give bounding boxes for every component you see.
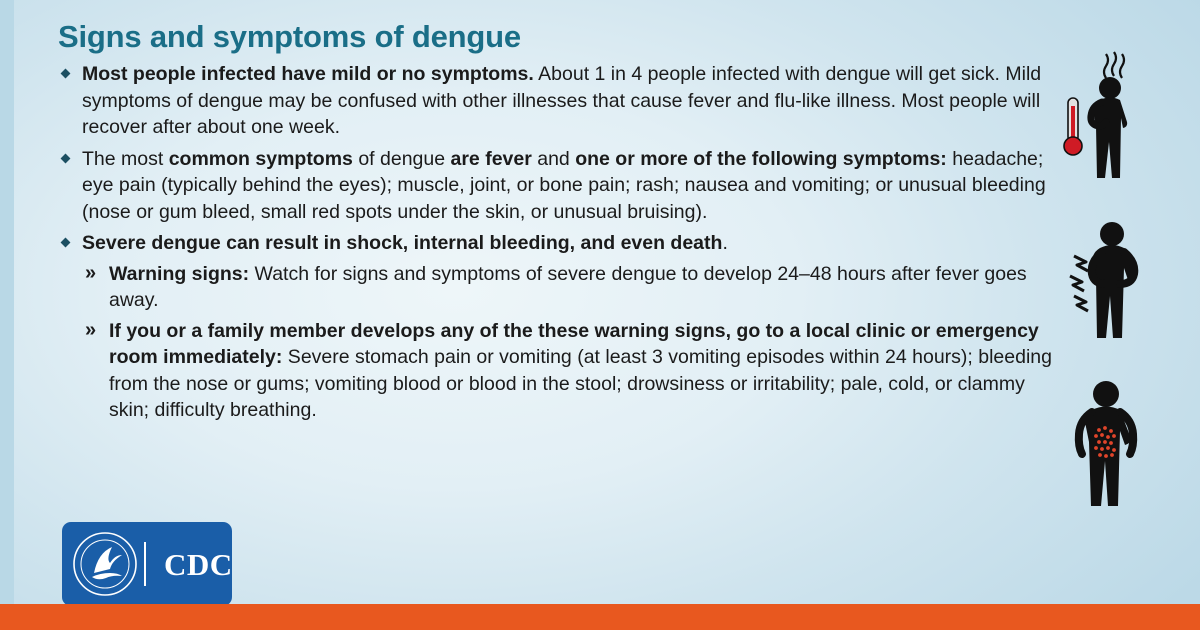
sub-bullet-text-2 bbox=[109, 320, 1052, 422]
bullet-2-segment-6: headache; eye pain (typically behind the eyes); muscle, joint, or bone pain; rash; nausea and vomiting; or unusual bleeding (nose or gum bleed, small red spots under the skin, or unusual bruising). bbox=[82, 147, 1046, 223]
bottom-accent-bar bbox=[0, 604, 1200, 630]
bullet-text-1 bbox=[82, 63, 1041, 138]
sub-bullet-2-segment-0: If you or a family member develops any of the these warning signs, go to a local clinic or emergency room immediately: bbox=[109, 319, 1039, 369]
sub-bullet-1-segment-0: Warning signs: bbox=[109, 262, 250, 285]
list-item bbox=[58, 230, 1058, 424]
diamond-bullet-icon bbox=[61, 69, 71, 79]
sub-bullet-2-segment-1: Severe stomach pain or vomiting (at least 3 vomiting episodes within 24 hours); bleeding from the nose or gums; vomiting blood or blood in the stool; drowsiness or irritability; pale, cold, or clammy skin; difficulty breathing. bbox=[109, 346, 1052, 422]
cdc-wordmark-wrap bbox=[144, 542, 233, 586]
cdc-wordmark: CDC bbox=[164, 546, 233, 582]
person-with-fever-and-thermometer-icon bbox=[1044, 50, 1154, 180]
bullet-2-segment-0: The most bbox=[82, 147, 169, 170]
bullet-3-segment-1: . bbox=[722, 232, 728, 255]
bullet-2-segment-5: one or more of the following symptoms: bbox=[575, 147, 947, 170]
guillemet-bullet-icon: » bbox=[85, 318, 97, 341]
guillemet-bullet-icon: » bbox=[85, 261, 97, 284]
list-item bbox=[58, 146, 1058, 226]
bullet-1-segment-1: About 1 in 4 people infected with dengue will get sick. Mild symptoms of dengue may be confused with other illnesses that cause fever and flu-like illness. Most people will recover after about one week. bbox=[82, 63, 1042, 139]
list-item bbox=[82, 318, 1058, 424]
page-title: Signs and symptoms of dengue bbox=[58, 19, 521, 54]
hhs-seal-icon bbox=[72, 531, 138, 597]
bullet-2-segment-4: and bbox=[531, 147, 576, 170]
list-item bbox=[58, 61, 1058, 141]
sub-bullet-text-1 bbox=[109, 263, 1027, 312]
cdc-logo bbox=[62, 522, 232, 606]
bullet-2-segment-3: are fever bbox=[450, 147, 532, 170]
bullet-text-2 bbox=[82, 148, 1046, 223]
bullet-2-segment-1: common symptoms bbox=[168, 147, 353, 170]
warning-sub-list bbox=[82, 261, 1058, 424]
list-item bbox=[82, 261, 1058, 314]
symptom-bullet-list bbox=[58, 61, 1058, 424]
diamond-bullet-icon bbox=[61, 238, 71, 248]
bullet-text-3 bbox=[82, 232, 728, 254]
poster-content bbox=[58, 18, 1058, 429]
person-with-stomach-pain-icon bbox=[1044, 218, 1154, 348]
diamond-bullet-icon bbox=[61, 153, 71, 163]
bullet-1-segment-0: Most people infected have mild or no symptoms. bbox=[82, 63, 534, 86]
bullet-2-segment-2: of dengue bbox=[352, 147, 451, 170]
icon-column bbox=[1044, 40, 1154, 510]
person-with-rash-icon bbox=[1044, 378, 1154, 508]
sub-bullet-1-segment-1: Watch for signs and symptoms of severe dengue to develop 24–48 hours after fever goes away. bbox=[109, 262, 1027, 312]
bullet-3-segment-0: Severe dengue can result in shock, internal bleeding, and even death bbox=[82, 232, 723, 255]
